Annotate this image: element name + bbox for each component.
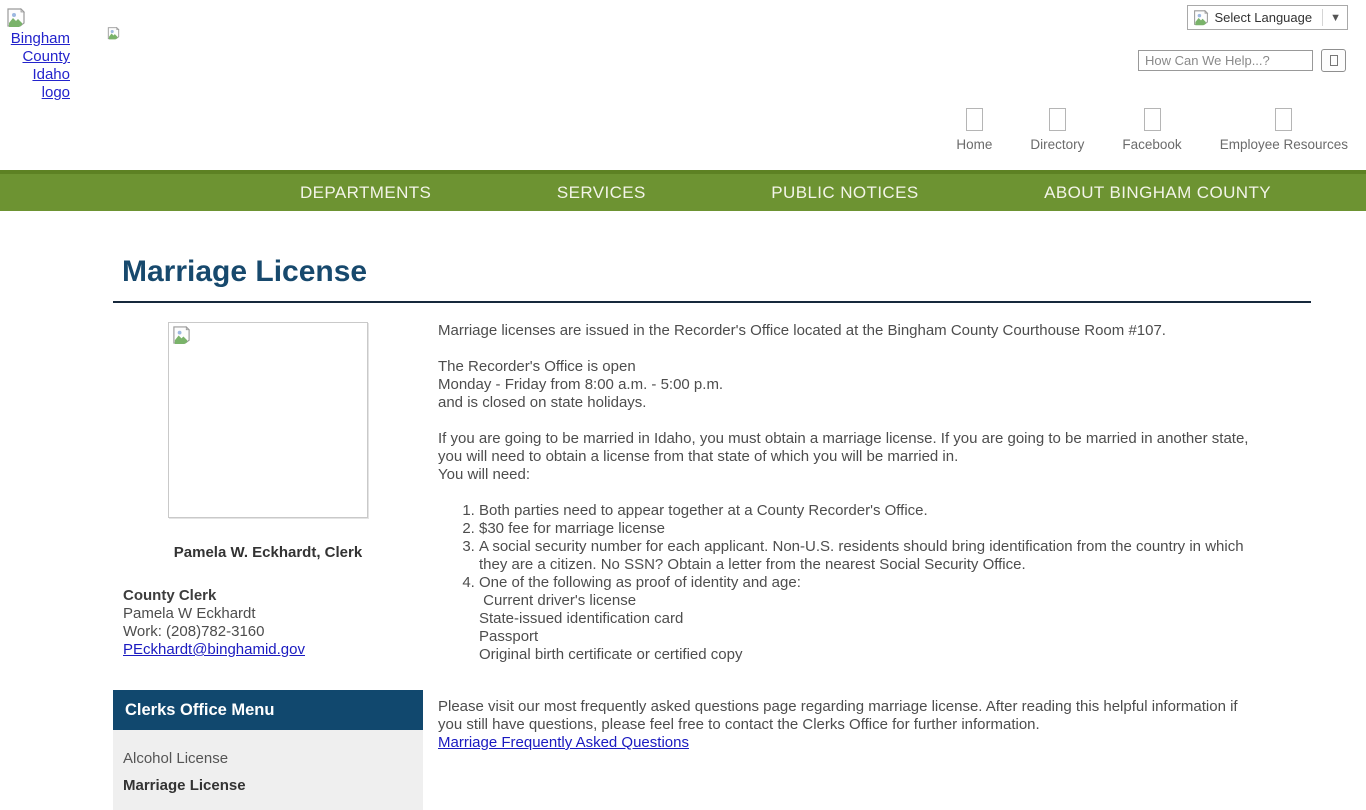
search-button[interactable] (1321, 49, 1346, 72)
paragraph-faq (438, 698, 1263, 752)
nav-item-services[interactable]: SERVICES (556, 182, 646, 202)
requirements-list (461, 502, 1263, 664)
id-option: Original birth certificate or certified copy (479, 646, 743, 663)
text-line: Please visit our most frequently asked questions page regarding marriage license. After reading this helpful information if you still have questions, please feel free to contact the Clerks Office for further information. (438, 698, 1242, 733)
paragraph-office-hours (438, 358, 1263, 412)
menu-item-marriage-license[interactable]: Marriage License (123, 777, 246, 794)
clerks-office-menu-list (113, 730, 423, 810)
paragraph-requirements-intro (438, 430, 1263, 484)
list-item: 2. $30 fee for marriage license (479, 520, 1263, 538)
paragraph-intro (438, 322, 1263, 340)
id-option: State-issued identification card (479, 610, 684, 627)
broken-photo-icon (172, 326, 191, 345)
quicklink-facebook[interactable] (1122, 108, 1181, 152)
language-separator (1322, 9, 1323, 26)
contact-phone: Work: (208)782-3160 (123, 623, 265, 640)
county-logo-alt-text: Bingham County Idaho logo (10, 30, 70, 101)
clerks-office-menu-title: Clerks Office Menu (113, 690, 423, 730)
list-item: 1. Both parties need to appear together at a County Recorder's Office. (479, 502, 1263, 520)
directory-icon (1049, 108, 1066, 131)
employee-resources-icon (1275, 108, 1292, 131)
contact-block (123, 587, 423, 659)
nav-item-departments[interactable]: DEPARTMENTS (300, 182, 432, 202)
quicklink-directory[interactable] (1030, 108, 1084, 152)
broken-translate-icon (1193, 10, 1209, 26)
broken-banner-image-icon (107, 27, 120, 40)
chevron-down-icon: ▼ (1330, 11, 1341, 24)
quicklink-label: Facebook (1122, 137, 1182, 152)
id-option: Passport (479, 628, 539, 645)
facebook-icon (1144, 108, 1161, 131)
text-line: If you are going to be married in Idaho, you must obtain a marriage license. If you are going to be married in another state, you will need to obtain a license from that state of which you will be married in. (438, 430, 1253, 465)
quicklink-employee-resources[interactable] (1220, 108, 1348, 152)
menu-item-alcohol-license[interactable]: Alcohol License (123, 750, 229, 767)
contact-title: County Clerk (123, 587, 217, 604)
page-title: Marriage License (122, 255, 368, 288)
clerk-photo (168, 322, 368, 518)
quicklink-home[interactable] (956, 108, 992, 152)
nav-item-about-bingham-county[interactable]: ABOUT BINGHAM COUNTY (1044, 182, 1271, 202)
text-line: Monday - Friday from 8:00 a.m. - 5:00 p.m. (438, 376, 724, 393)
clerks-office-menu (113, 690, 423, 810)
main-navigation (0, 170, 1366, 211)
quicklink-label: Employee Resources (1219, 137, 1348, 152)
language-selector-label: Select Language (1214, 10, 1313, 25)
marriage-faq-link[interactable]: Marriage Frequently Asked Questions (438, 734, 689, 751)
text-line: Marriage licenses are issued in the Recorder's Office located at the Bingham County Courthouse Room #107. (438, 322, 1166, 339)
list-item: 4. One of the following as proof of identity and age: Current driver's license State-issued identification card Passport Original birth certificate or certified copy (479, 574, 1263, 664)
contact-name: Pamela W Eckhardt (123, 605, 256, 622)
language-selector[interactable] (1187, 5, 1348, 30)
home-icon (966, 108, 983, 131)
quicklink-label: Directory (1030, 137, 1085, 152)
quicklinks-row (918, 108, 1348, 152)
article-body (423, 322, 1263, 810)
nav-item-public-notices[interactable]: PUBLIC NOTICES (771, 182, 919, 202)
search-input[interactable] (1138, 50, 1313, 71)
id-option: Current driver's license (479, 592, 637, 609)
list-item: 3. A social security number for each applicant. Non-U.S. residents should bring identification from the country in which they are a citizen. No SSN? Obtain a letter from the nearest Social Security Office. (479, 538, 1263, 574)
site-search (1138, 49, 1346, 72)
text-line: The Recorder's Office is open (438, 358, 636, 375)
site-header (0, 0, 1366, 170)
text-line: and is closed on state holidays. (438, 394, 647, 411)
sidebar (113, 322, 423, 810)
title-divider (113, 301, 1311, 303)
page-content (0, 255, 1366, 810)
quicklink-label: Home (956, 137, 993, 152)
broken-image-icon (6, 8, 70, 28)
text-line: You will need: (438, 466, 531, 483)
search-icon (1330, 55, 1338, 66)
contact-email-link[interactable]: PEckhardt@binghamid.gov (123, 641, 305, 658)
clerk-photo-caption: Pamela W. Eckhardt, Clerk (173, 544, 363, 561)
county-logo-link[interactable] (6, 8, 70, 102)
